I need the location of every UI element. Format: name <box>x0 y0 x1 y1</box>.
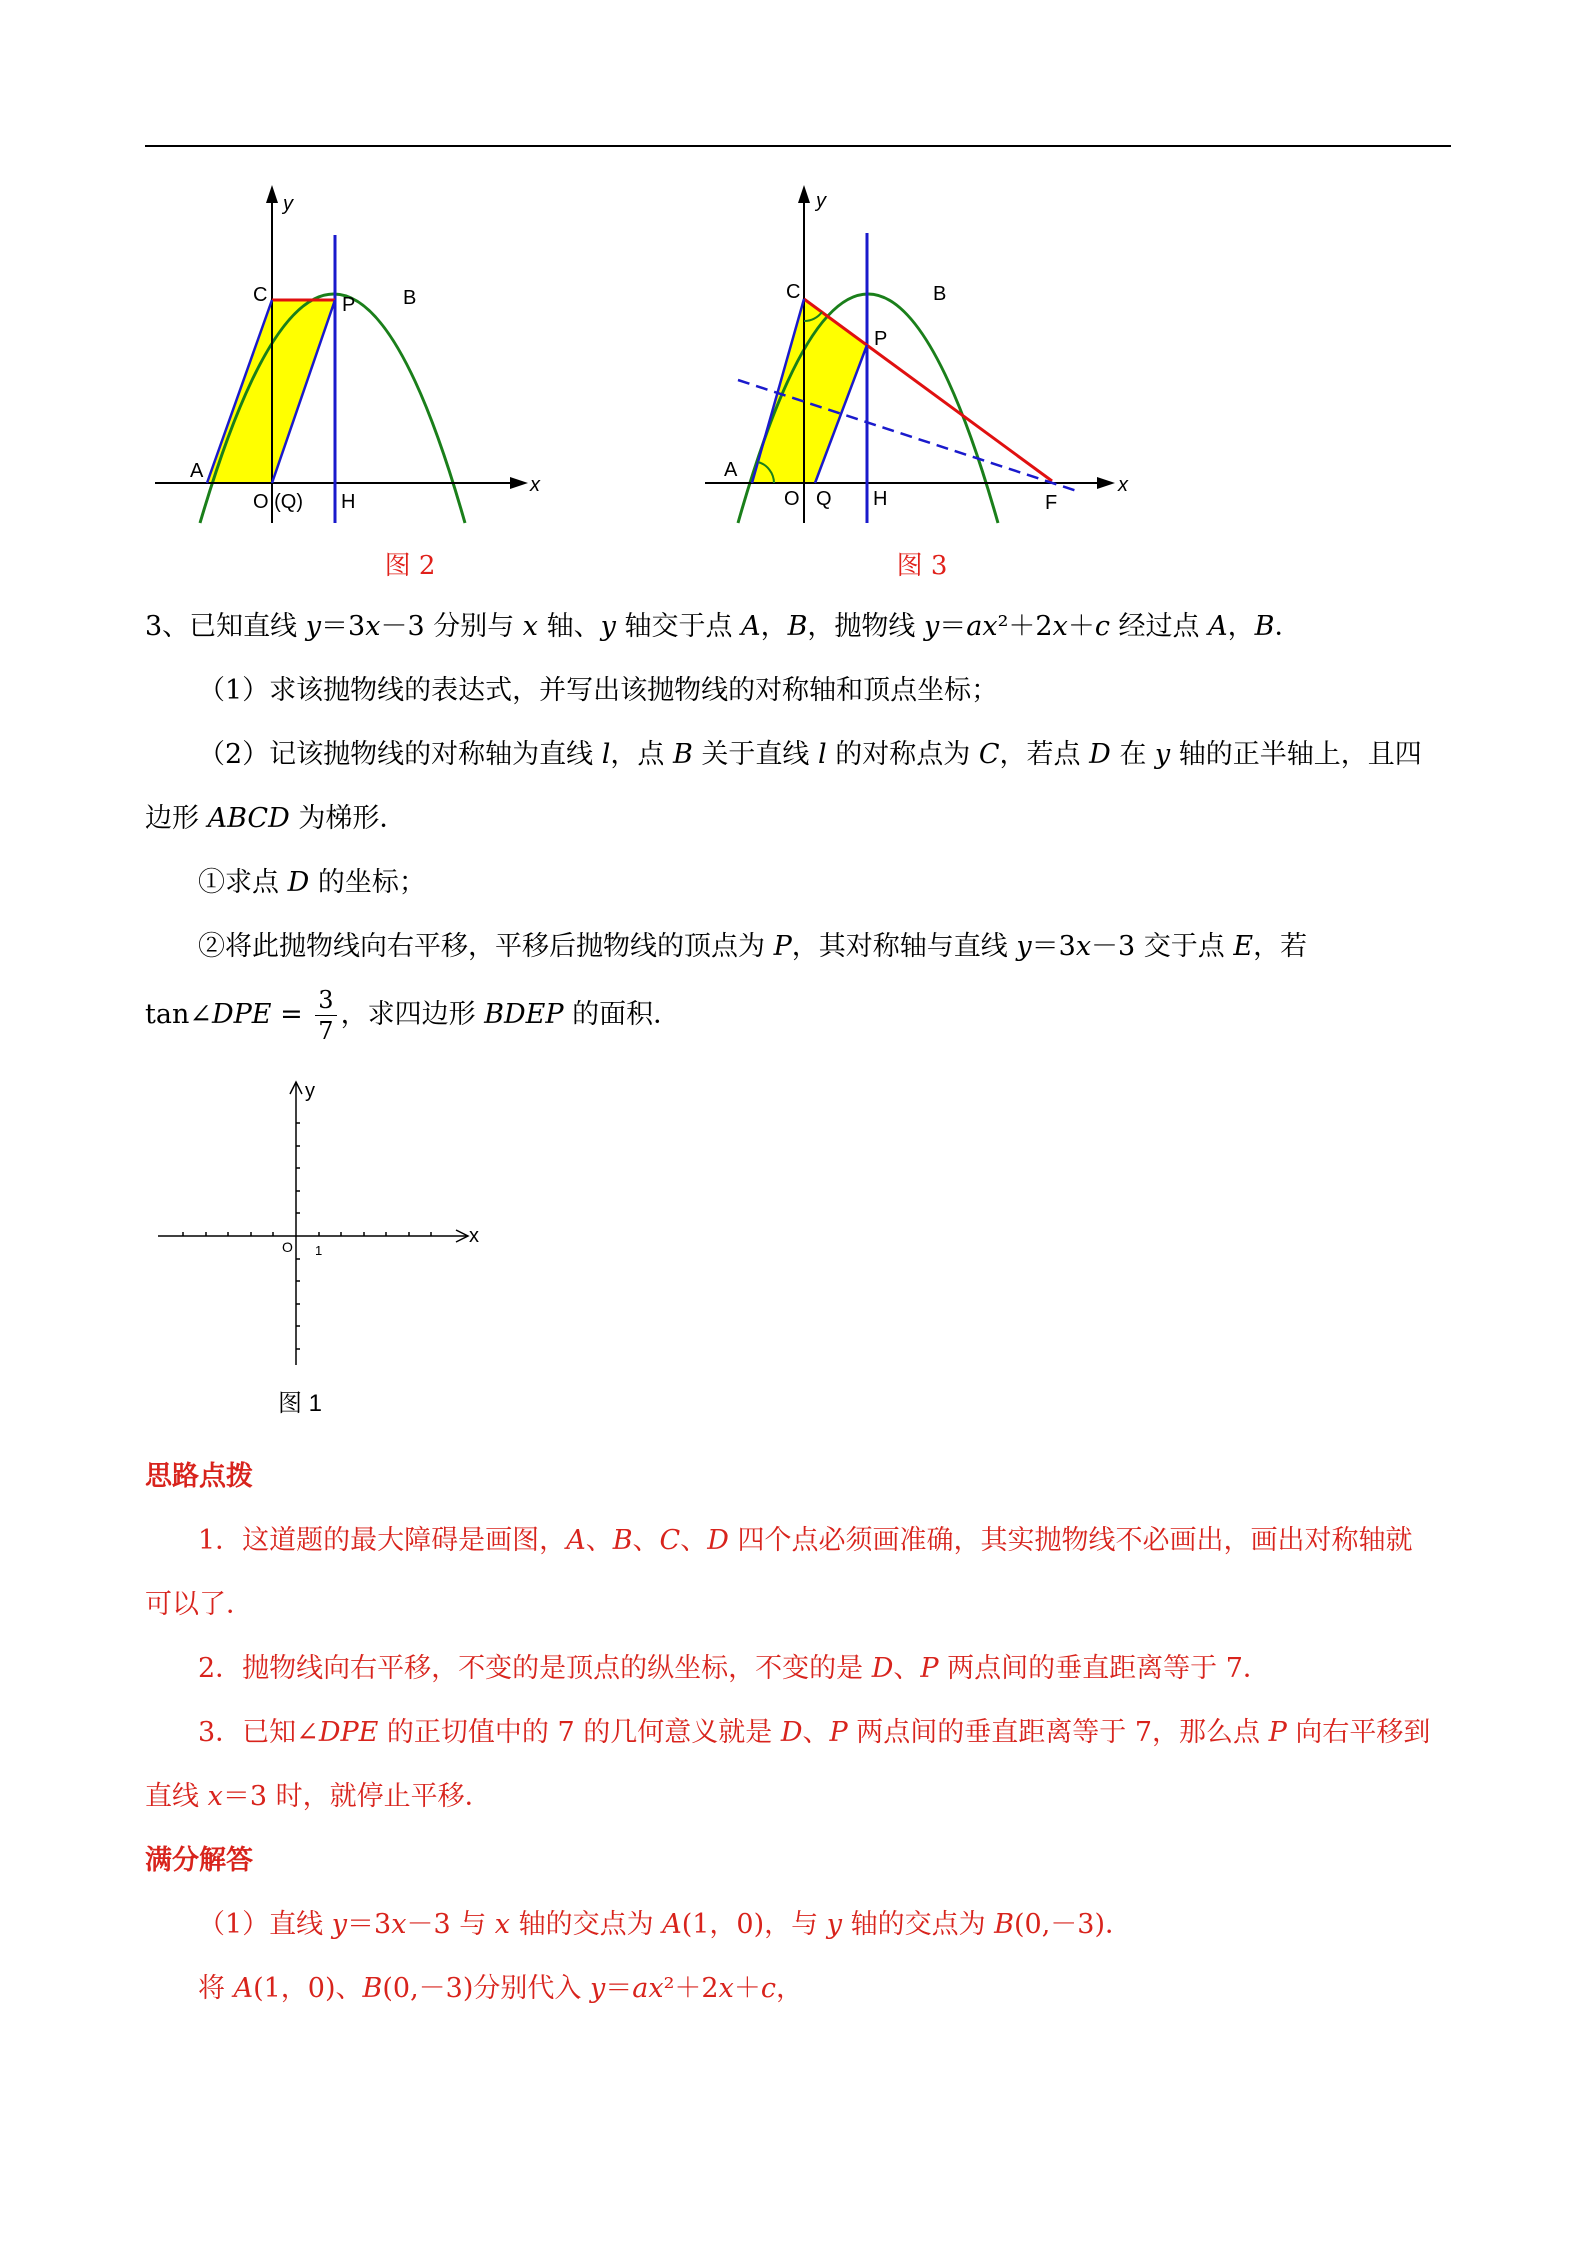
text: 3、已知直线 <box>145 611 306 642</box>
text: ， <box>775 1973 803 2004</box>
text: ax <box>632 1973 664 2004</box>
text: DPE <box>211 999 272 1030</box>
label-B: B <box>403 287 417 309</box>
text: D <box>1089 739 1111 770</box>
text: B <box>362 1973 383 2004</box>
text: 直线 <box>145 1781 208 1812</box>
text: y <box>331 1909 348 1940</box>
text: x <box>1052 611 1068 642</box>
problem-statement <box>145 607 1301 647</box>
label-y: y <box>283 193 293 215</box>
problem-sub-2 <box>198 927 1307 967</box>
text: y <box>305 611 322 642</box>
text: 轴交于点 <box>615 611 742 642</box>
text: ①求点 <box>198 867 288 898</box>
text: 、 <box>893 1653 921 1684</box>
text: 1．这道题的最大障碍是画图， <box>198 1525 567 1556</box>
label-x: x <box>469 1225 479 1247</box>
text: (0,－3)． <box>1014 1909 1133 1940</box>
text: 在 <box>1110 739 1155 770</box>
problem-part-2-cont <box>145 799 406 839</box>
text: 的坐标； <box>309 867 426 898</box>
text: P <box>829 1717 848 1748</box>
text: c <box>760 1973 776 2004</box>
y-axis-arrow <box>266 185 278 203</box>
problem-part-2 <box>198 735 1422 775</box>
figure-1 <box>150 1070 490 1370</box>
text: D <box>287 867 310 898</box>
text: A <box>233 1973 254 2004</box>
text: y <box>924 611 940 642</box>
text: (1，0)，与 <box>681 1909 827 1940</box>
denominator: 7 <box>318 1017 334 1045</box>
text: 2．抛物线向右平移，不变的是顶点的纵坐标，不变的是 <box>198 1653 872 1684</box>
text: ，求四边形 <box>340 999 485 1030</box>
text: y <box>1154 739 1171 770</box>
label-A: A <box>724 459 738 481</box>
label-Q: Q <box>816 488 832 510</box>
text: BDEP <box>484 999 564 1030</box>
problem-tan-condition <box>145 985 680 1046</box>
text: ＝3 <box>347 1909 392 1940</box>
text: 的正切值中的 7 的几何意义就是 <box>378 1717 781 1748</box>
label-OQ: O (Q) <box>253 491 303 513</box>
parabola <box>200 294 465 523</box>
text: 将 <box>198 1973 234 2004</box>
fraction <box>315 985 336 1046</box>
hint-1-cont: 可以了． <box>145 1589 253 1620</box>
text: c <box>1094 611 1110 642</box>
text: x <box>494 1909 511 1940</box>
text: P <box>773 931 792 962</box>
text: ＝3 时，就停止平移． <box>222 1781 492 1812</box>
solution-heading: 满分解答 <box>145 1845 253 1876</box>
text: ②将此抛物线向右平移，平移后抛物线的顶点为 <box>198 931 774 962</box>
text: 向右平移到 <box>1286 1717 1431 1748</box>
hint-3-cont <box>145 1777 492 1817</box>
text: (0,－3)分别代入 <box>382 1973 590 2004</box>
text: 、 <box>632 1525 660 1556</box>
figure-2-caption: 图 2 <box>384 551 436 581</box>
text: DPE <box>318 1717 379 1748</box>
label-H: H <box>873 488 888 510</box>
problem-part-1 <box>198 671 998 711</box>
text: A <box>566 1525 586 1556</box>
text: P <box>920 1653 939 1684</box>
text: ＝3 <box>1031 931 1076 962</box>
label-C: C <box>253 284 268 306</box>
text: x <box>522 611 539 642</box>
text: C <box>659 1525 681 1556</box>
label-H: H <box>341 491 356 513</box>
text: tan∠ <box>145 999 212 1030</box>
numerator: 3 <box>315 985 336 1016</box>
text: ax <box>966 611 998 642</box>
text: ，点 <box>610 739 673 770</box>
label-x: x <box>530 474 540 496</box>
header-rule <box>145 145 1451 147</box>
text: y <box>826 1909 842 1940</box>
text: －3 交于点 <box>1091 931 1234 962</box>
text: 两点间的垂直距离等于 7，那么点 <box>847 1717 1269 1748</box>
solution-line-1 <box>198 1905 1132 1945</box>
text: 为梯形． <box>289 803 407 834</box>
text: ²＋2 <box>663 1973 719 2004</box>
text: （1）求该抛物线的表达式，并写出该抛物线的对称轴和顶点坐标； <box>198 675 999 706</box>
label-A: A <box>190 460 204 482</box>
hint-1 <box>198 1521 1412 1561</box>
text: －3 分别与 <box>380 611 523 642</box>
text: B <box>994 1909 1014 1940</box>
text: 边形 <box>145 803 208 834</box>
hint-heading: 思路点拨 <box>145 1461 253 1492</box>
label-C: C <box>786 281 801 303</box>
text: 轴的交点为 <box>510 1909 663 1940</box>
text: C <box>978 739 1000 770</box>
text: ＝3 <box>321 611 366 642</box>
text: （2）记该抛物线的对称轴为直线 <box>198 739 602 770</box>
text: x <box>718 1973 734 2004</box>
figure-2 <box>150 185 550 530</box>
text: （1）直线 <box>198 1909 332 1940</box>
figure-3 <box>700 185 1140 530</box>
text: D <box>707 1525 729 1556</box>
text: A <box>741 611 761 642</box>
x-axis-arrow <box>510 477 528 489</box>
label-y: y <box>816 190 826 212</box>
text: 关于直线 <box>692 739 819 770</box>
y-axis-arrow <box>798 185 810 203</box>
hint-3 <box>198 1713 1430 1753</box>
hint-2 <box>198 1649 1270 1689</box>
text: 、 <box>802 1717 830 1748</box>
text: x <box>365 611 381 642</box>
text: x <box>1075 931 1092 962</box>
text: l <box>818 739 827 770</box>
text: 经过点 <box>1109 611 1209 642</box>
text: x <box>391 1909 407 1940</box>
text: ． <box>1274 611 1302 642</box>
label-F: F <box>1045 492 1058 514</box>
text: ＝ <box>605 1973 633 2004</box>
text: P <box>1268 1717 1287 1748</box>
text: 的面积． <box>563 999 681 1030</box>
figure-1-caption: 图 1 <box>278 1390 323 1417</box>
label-1: 1 <box>315 1243 323 1258</box>
text: D <box>780 1717 803 1748</box>
text: y <box>600 611 616 642</box>
label-O: O <box>282 1239 293 1255</box>
text: 3．已知∠ <box>198 1717 319 1748</box>
text: 、 <box>680 1525 708 1556</box>
text: D <box>871 1653 894 1684</box>
text: ，其对称轴与直线 <box>791 931 1017 962</box>
text: y <box>1016 931 1032 962</box>
label-x: x <box>1118 474 1128 496</box>
text: 轴的正半轴上，且四 <box>1170 739 1422 770</box>
text: 轴的交点为 <box>841 1909 995 1940</box>
text: ＋ <box>733 1973 761 2004</box>
figure-3-caption: 图 3 <box>896 551 948 581</box>
text: ＋ <box>1067 611 1095 642</box>
text: 轴、 <box>538 611 601 642</box>
text: B <box>1254 611 1275 642</box>
text: 四个点必须画准确，其实抛物线不必画出，画出对称轴就 <box>728 1525 1413 1556</box>
text: ，若点 <box>999 739 1090 770</box>
label-y: y <box>305 1080 315 1102</box>
text: l <box>601 739 611 770</box>
solution-line-2 <box>198 1969 803 2009</box>
text: (1，0)、 <box>253 1973 363 2004</box>
label-B: B <box>933 283 947 305</box>
text: 两点间的垂直距离等于 7． <box>938 1653 1270 1684</box>
text: A <box>662 1909 682 1940</box>
text: ， <box>760 611 788 642</box>
text: －3 与 <box>406 1909 495 1940</box>
label-O: O <box>784 488 800 510</box>
text: = <box>271 999 312 1030</box>
label-P: P <box>342 294 356 316</box>
text: ＝ <box>939 611 967 642</box>
text: ，若 <box>1253 931 1308 962</box>
text: B <box>673 739 693 770</box>
text: ²＋2 <box>997 611 1053 642</box>
text: B <box>787 611 808 642</box>
text: y <box>589 1973 606 2004</box>
text: x <box>207 1781 223 1812</box>
label-P: P <box>874 328 888 350</box>
problem-sub-1 <box>198 863 426 903</box>
text: 的对称点为 <box>826 739 979 770</box>
text: 、 <box>585 1525 613 1556</box>
text: B <box>612 1525 633 1556</box>
text: ABCD <box>207 803 290 834</box>
text: ， <box>1227 611 1255 642</box>
text: ，抛物线 <box>807 611 924 642</box>
x-axis-arrow <box>1097 477 1115 489</box>
text: E <box>1233 931 1254 962</box>
text: A <box>1208 611 1228 642</box>
